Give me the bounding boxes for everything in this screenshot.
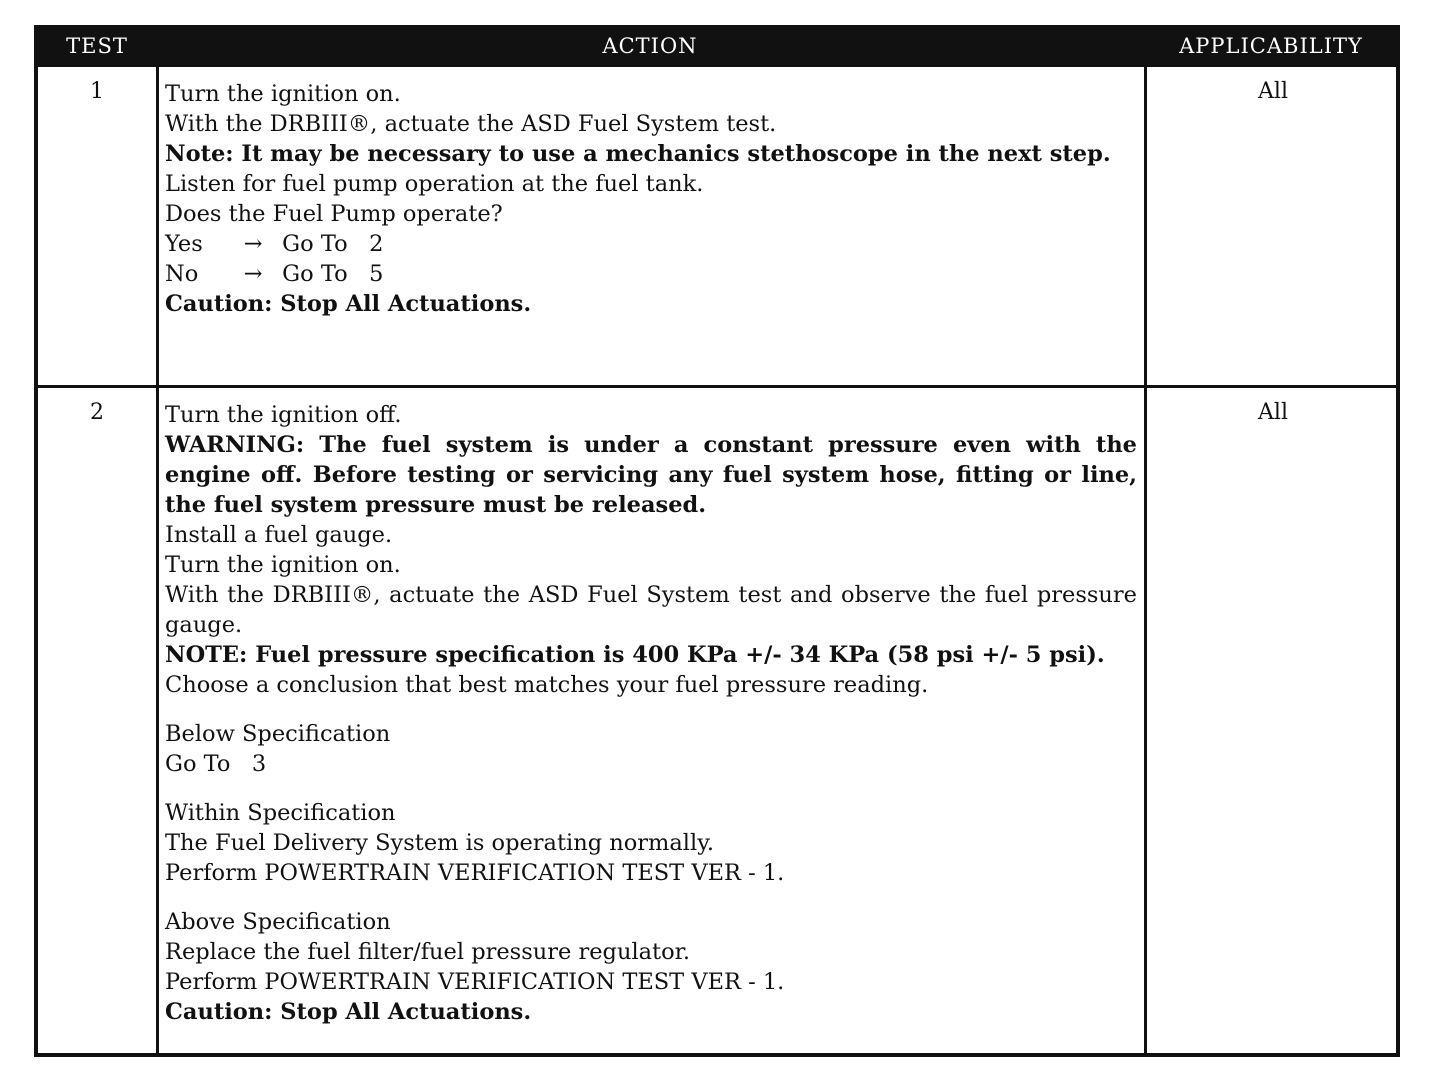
arrow-icon: → <box>243 261 263 287</box>
question-line: Does the Fuel Pump operate? <box>165 201 503 227</box>
choice-answer: No <box>165 261 199 287</box>
caution-line: Caution: Stop All Actuations. <box>165 291 532 317</box>
choice-answer: Yes <box>165 231 203 257</box>
action-line: Choose a conclusion that best matches your fuel pressure reading. <box>165 672 929 698</box>
action-line: Turn the ignition on. <box>165 81 401 107</box>
note-line: Note: It may be necessary to use a mechanics stethoscope in the next step. <box>165 141 1111 167</box>
table-row <box>38 388 1396 1053</box>
goto-target: 2 <box>369 231 384 257</box>
arrow-icon: → <box>243 231 263 257</box>
action-line: With the DRBIII®, actuate the ASD Fuel System test. <box>165 111 777 137</box>
header-test: TEST <box>66 34 128 58</box>
outcome-result: The Fuel Delivery System is operating normally. <box>165 830 715 856</box>
goto-label: Go To <box>282 261 348 287</box>
diagnostic-table <box>34 25 1400 1057</box>
action-cell <box>165 79 1137 319</box>
caution-line: Caution: Stop All Actuations. <box>165 999 532 1025</box>
outcome-within <box>165 798 1137 888</box>
outcome-result: Perform POWERTRAIN VERIFICATION TEST VER - 1. <box>165 860 785 886</box>
outcome-result: Go To 3 <box>165 751 267 777</box>
table-header <box>38 29 1396 67</box>
action-line: Install a fuel gauge. <box>165 522 393 548</box>
applicability-cell: All <box>1258 400 1288 425</box>
action-cell <box>165 400 1137 1027</box>
outcome-label: Below Specification <box>165 721 391 747</box>
choice-no <box>165 259 1137 289</box>
note-line: NOTE: Fuel pressure specification is 400 KPa +/- 34 KPa (58 psi +/- 5 psi). <box>165 642 1105 668</box>
warning-text: WARNING: The fuel system is under a constant pressure even with the engine off. Before testing or servicing any fuel system hose, fitting or line, the fuel system pressure must be released. <box>165 432 1137 518</box>
outcome-below <box>165 719 1137 779</box>
action-line: Turn the ignition on. <box>165 552 401 578</box>
action-line: Turn the ignition off. <box>165 402 402 428</box>
action-line: Listen for fuel pump operation at the fuel tank. <box>165 171 704 197</box>
header-applicability: APPLICABILITY <box>1179 34 1363 58</box>
header-action: ACTION <box>602 34 698 58</box>
outcome-result: Replace the fuel filter/fuel pressure regulator. <box>165 939 691 965</box>
goto-label: Go To <box>282 231 348 257</box>
outcome-above <box>165 907 1137 997</box>
outcome-label: Above Specification <box>165 909 391 935</box>
outcome-label: Within Specification <box>165 800 396 826</box>
table-row <box>38 67 1396 385</box>
outcome-result: Perform POWERTRAIN VERIFICATION TEST VER - 1. <box>165 969 785 995</box>
applicability-cell: All <box>1258 79 1288 104</box>
test-number: 2 <box>90 400 104 425</box>
choice-yes <box>165 229 1137 259</box>
test-number: 1 <box>90 79 104 104</box>
goto-target: 5 <box>369 261 384 287</box>
action-line: With the DRBIII®, actuate the ASD Fuel System test and observe the fuel pressure gauge. <box>165 582 1137 638</box>
